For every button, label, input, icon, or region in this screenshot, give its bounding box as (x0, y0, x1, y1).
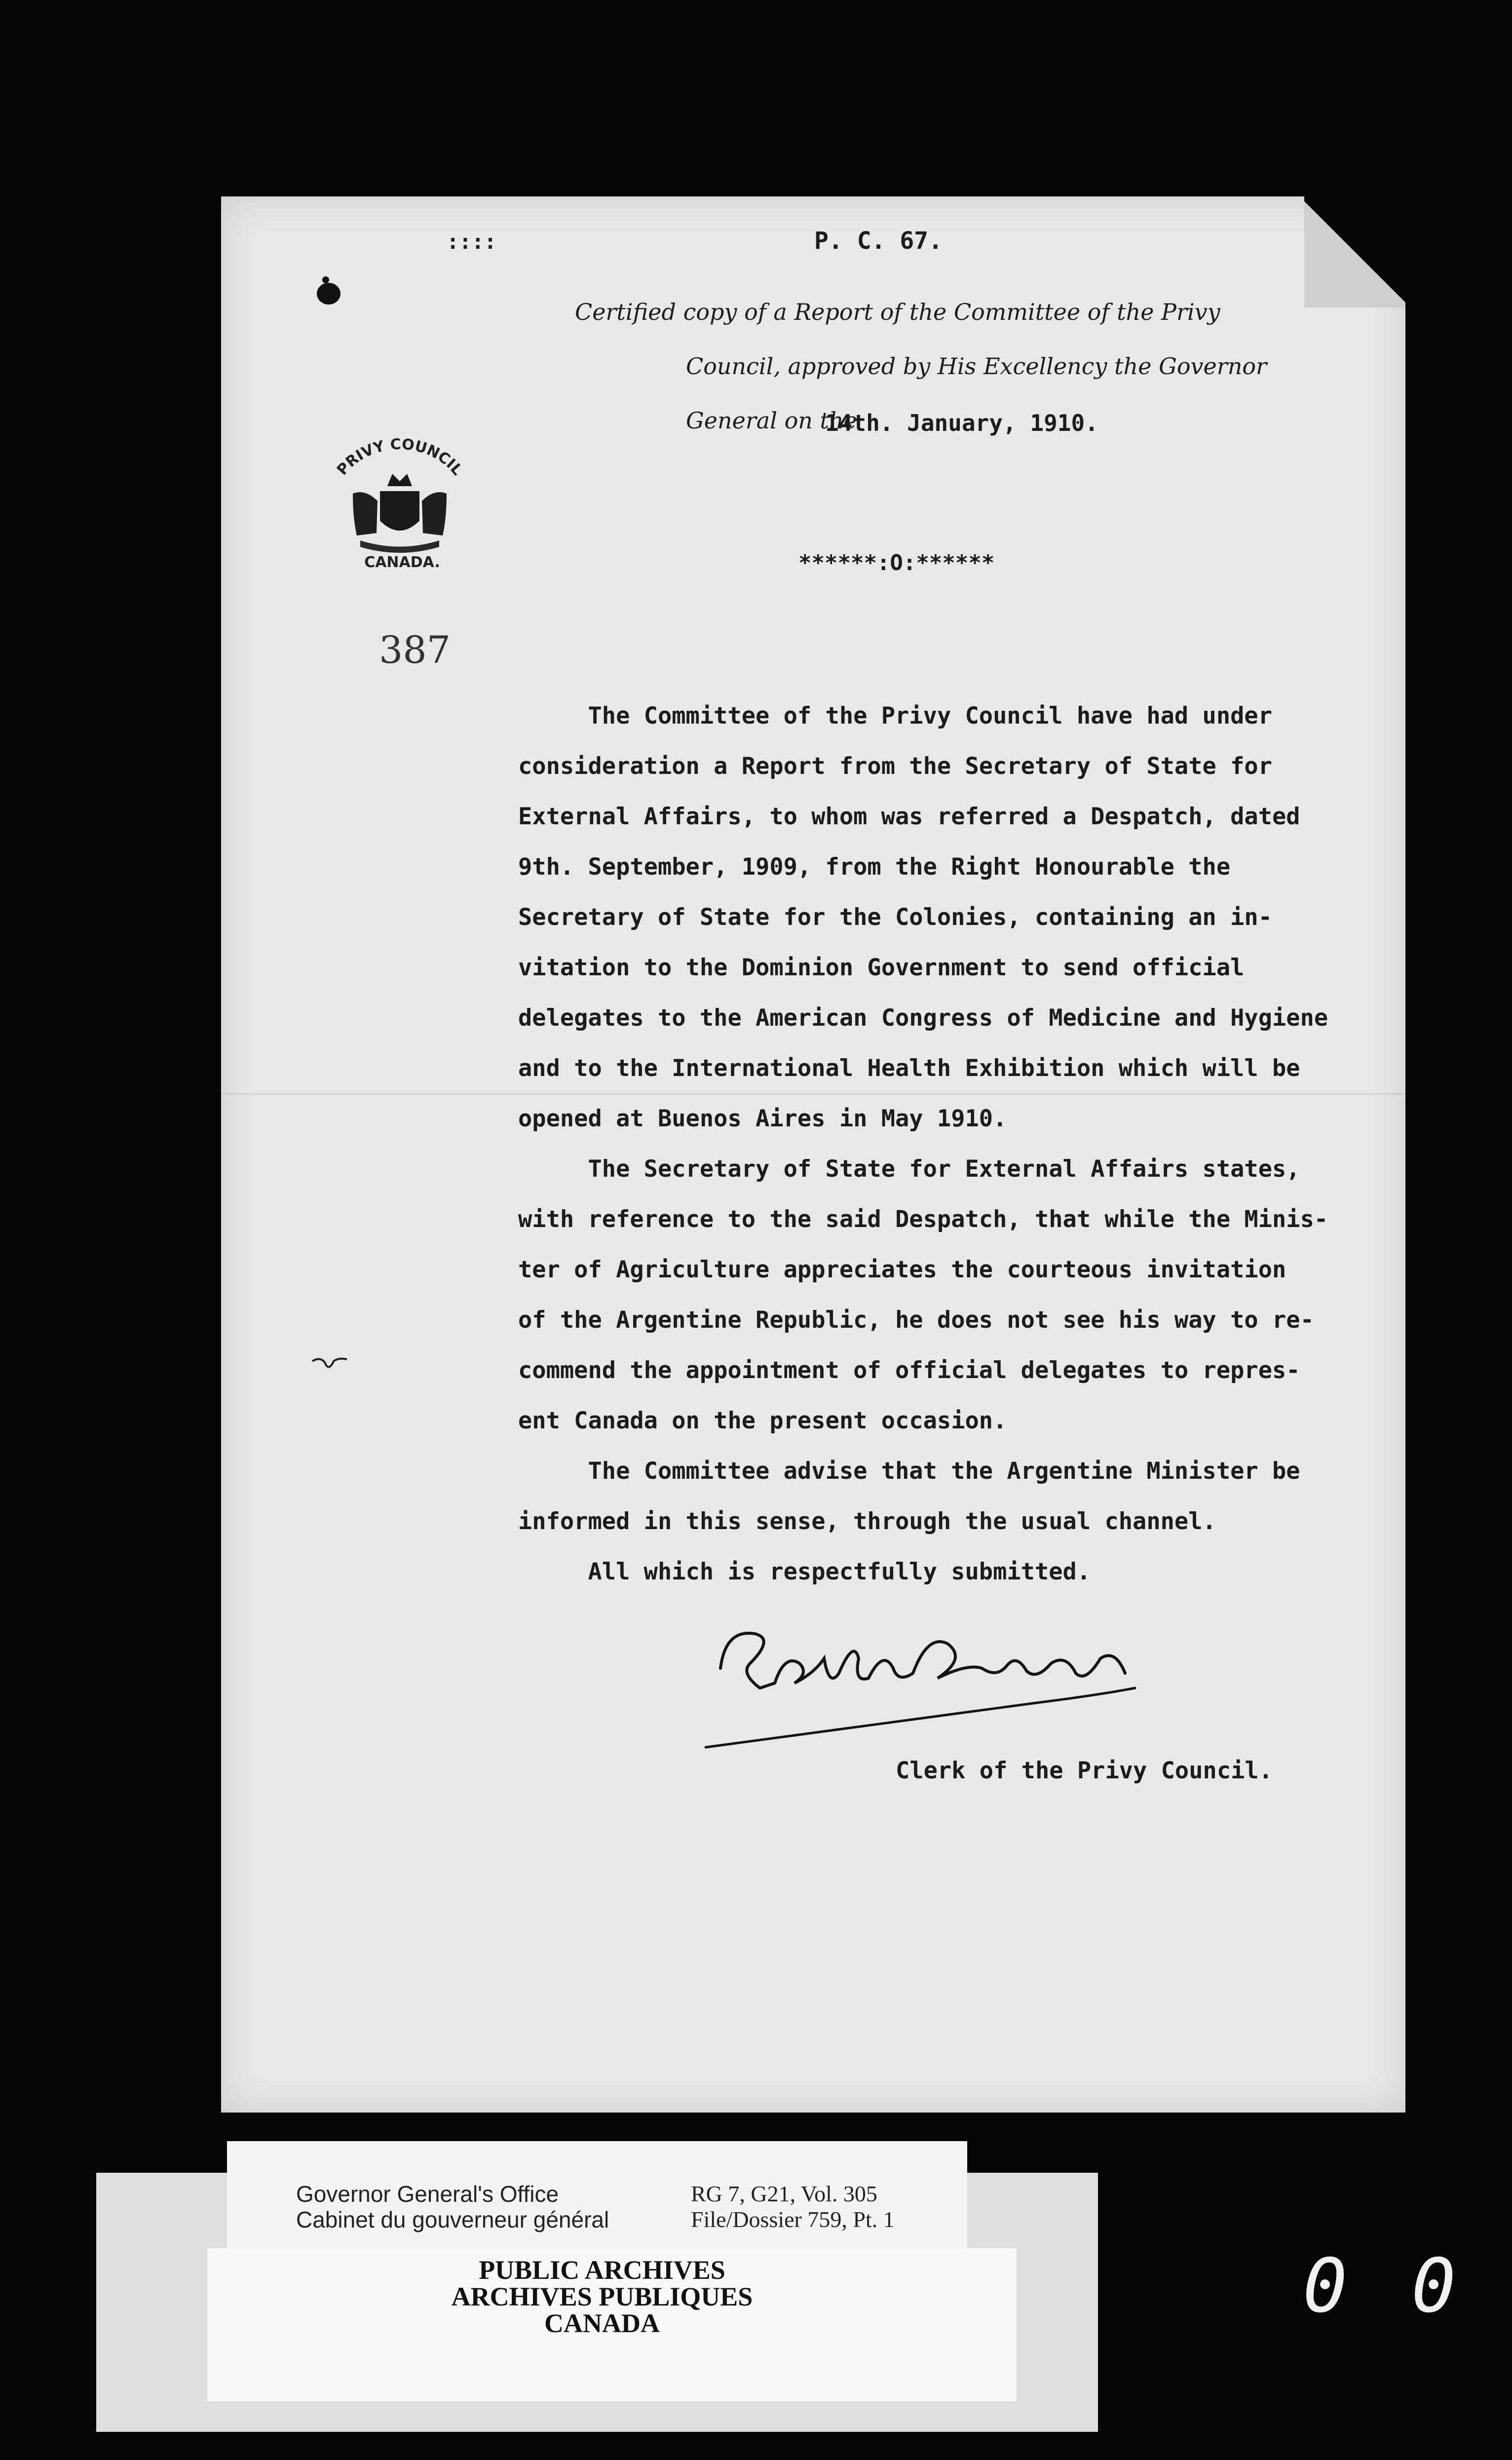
section-separator: ******:O:****** (798, 550, 995, 576)
body-line: of the Argentine Republic, he does not see his way to re- (518, 1307, 1314, 1334)
body-line: opened at Buenos Aires in May 1910. (518, 1105, 1007, 1132)
folded-corner (1304, 196, 1405, 308)
archives-name-english: PUBLIC ARCHIVES (479, 2255, 725, 2285)
file-reference: File/Dossier 759, Pt. 1 (691, 2207, 895, 2232)
office-name-french: Cabinet du gouverneur général (296, 2207, 609, 2232)
seal-arc-text: PRIVY COUNCIL (333, 435, 466, 479)
approval-date: 14th. January, 1910. (825, 410, 1098, 436)
header-marks: :::: (447, 230, 497, 254)
body-line: informed in this sense, through the usual channel. (518, 1508, 1216, 1535)
body-line: consideration a Report from the Secretary of State for (518, 753, 1273, 780)
reference-number: 387 (379, 628, 451, 672)
body-line: 9th. September, 1909, from the Right Honourable the (518, 853, 1231, 881)
archives-country: CANADA (544, 2308, 660, 2338)
frame-number: 0 (1303, 2243, 1348, 2329)
seal-country-label: CANADA. (364, 554, 440, 571)
report-body (518, 691, 1367, 1597)
office-name-english: Governor General's Office (296, 2181, 559, 2207)
body-line: with reference to the said Despatch, that while the Minis- (518, 1206, 1328, 1233)
body-line: External Affairs, to whom was referred a Despatch, dated (518, 803, 1300, 830)
certification-line-3: General on the (686, 407, 857, 434)
clerk-title: Clerk of the Privy Council. (896, 1757, 1273, 1784)
frame-number: 0 (1411, 2243, 1456, 2329)
archives-name-french: ARCHIVES PUBLIQUES (451, 2282, 753, 2311)
body-line: ent Canada on the present occasion. (518, 1407, 1007, 1434)
body-line: All which is respectfully submitted. (518, 1558, 1091, 1585)
body-line: ter of Agriculture appreciates the courteous invitation (518, 1256, 1286, 1283)
order-number: P. C. 67. (814, 227, 943, 255)
body-line: and to the International Health Exhibition which will be (518, 1055, 1300, 1082)
body-line: delegates to the American Congress of Medicine and Hygiene (518, 1004, 1328, 1032)
body-line: The Committee of the Privy Council have had under (518, 702, 1273, 730)
certification-line-1: Certified copy of a Report of the Committee of the Privy (575, 299, 1220, 325)
margin-tick-mark (310, 1352, 349, 1377)
svg-text:PRIVY COUNCIL (334, 436, 466, 479)
body-line: The Secretary of State for External Affairs states, (518, 1155, 1300, 1183)
body-line: vitation to the Dominion Government to send official (518, 954, 1245, 981)
ink-blot (311, 274, 345, 308)
record-group-reference: RG 7, G21, Vol. 305 (691, 2181, 877, 2206)
body-line: commend the appointment of official delegates to repres- (518, 1357, 1300, 1384)
certification-line-2: Council, approved by His Excellency the Governor (686, 353, 1267, 380)
body-line: Secretary of State for the Colonies, containing an in- (518, 904, 1273, 931)
body-line: The Committee advise that the Argentine Minister be (518, 1458, 1300, 1485)
